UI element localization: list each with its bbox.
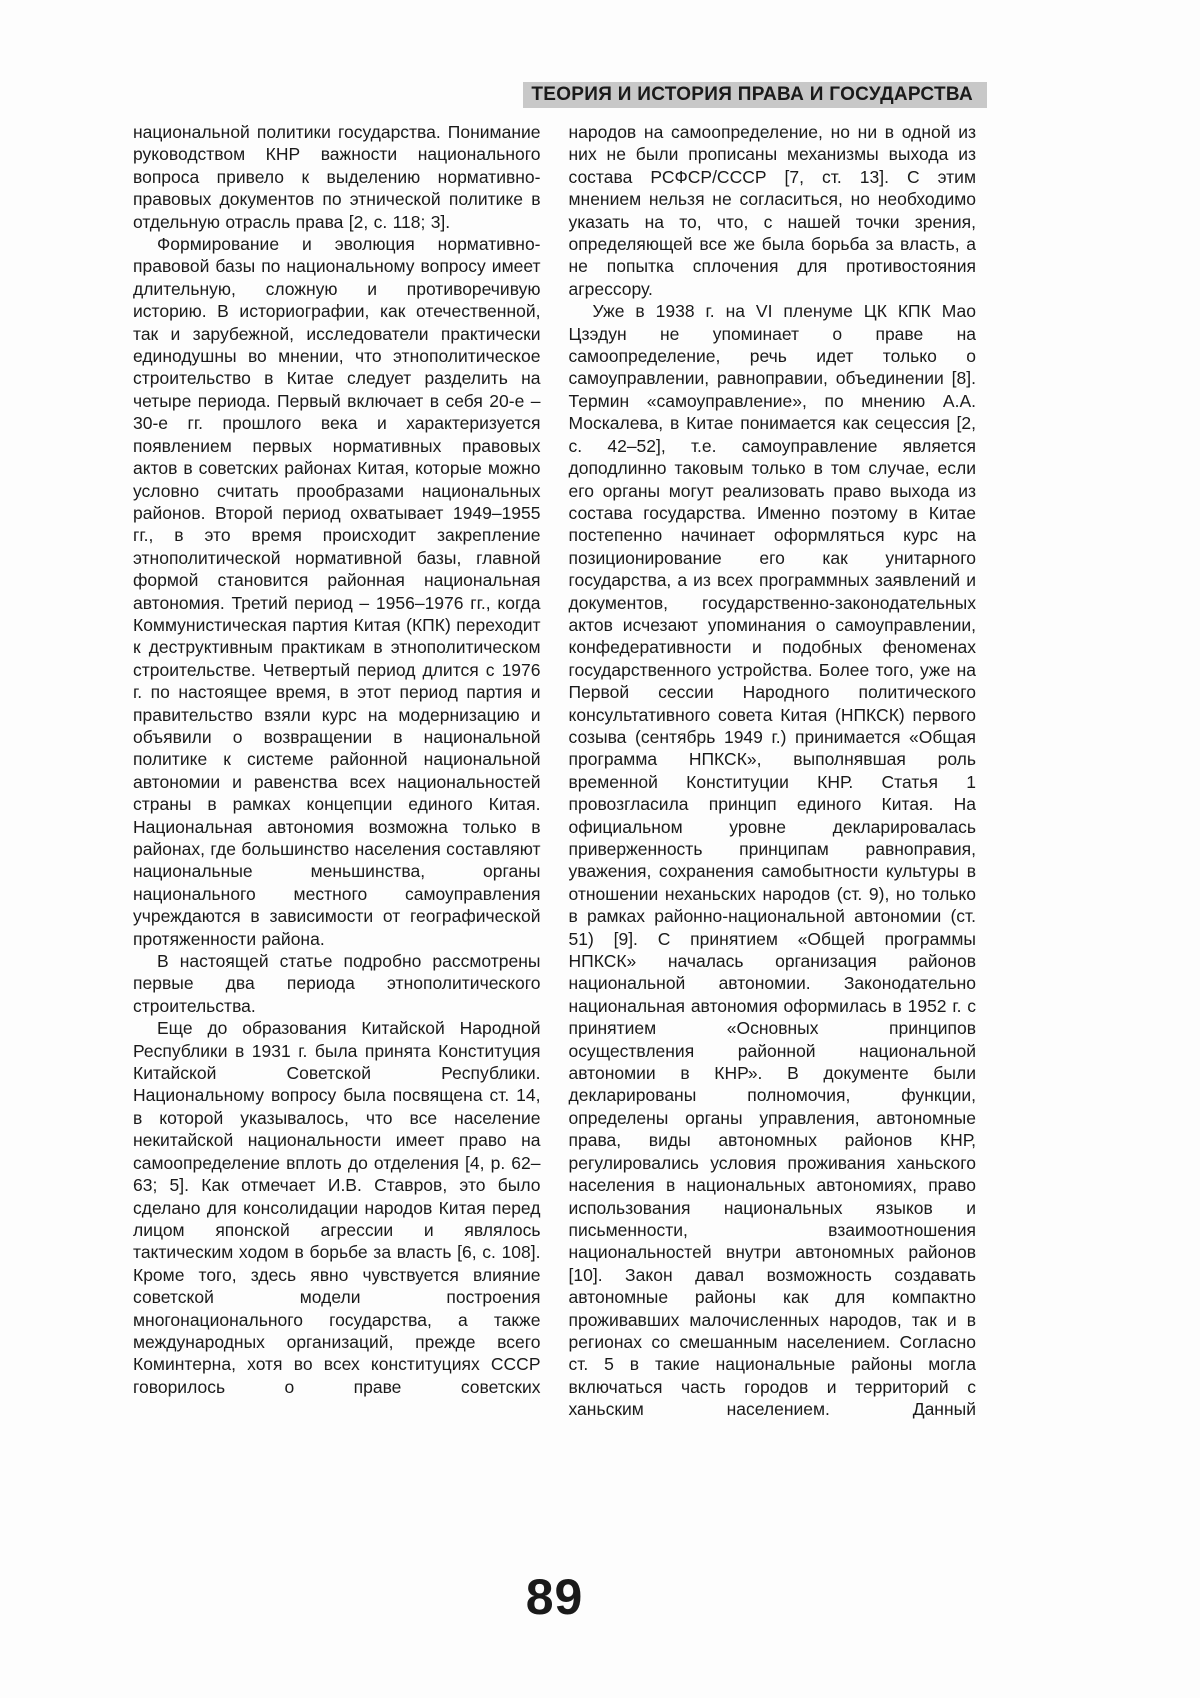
paragraph: национальной политики государства. Понимание руководством КНР важности национального вопроса привело к выделению нормативно-правовых документов по этнической политике в отдельную отрасль права [2, с. 118; 3]. xyxy=(133,122,541,232)
left-column xyxy=(133,121,541,1421)
page-number: 89 xyxy=(525,1569,584,1625)
page-header xyxy=(523,82,987,108)
running-title: ТЕОРИЯ И ИСТОРИЯ ПРАВА И ГОСУДАРСТВА xyxy=(523,82,987,108)
page-footer xyxy=(133,1569,976,1625)
article-body xyxy=(133,121,976,1421)
paragraph: Формирование и эволюция нормативно-правовой базы по национальному вопросу имеет длительную, сложную и противоречивую историю. В историографии, как отечественной, так и зарубежной, исследователи практически единодушны во мнении, что этнополитическое строительство в Китае следует разделить на четыре периода. Первый включает в себя 20-е – 30-е гг. прошлого века и характеризуется появлением первых нормативных правовых актов в советских районах Китая, которые можно условно считать прообразами национальных районов. Второй период охватывает 1949–1955 гг., в это время происходит закрепление этнополитической нормативной базы, главной формой становится районная национальная автономия. Третий период – 1956–1976 гг., когда Коммунистическая партия Китая (КПК) переходит к деструктивным практикам в этнополитическом строительстве. Четвертый период длится с 1976 г. по настоящее время, в этот период партия и правительство взяли курс на модернизацию и объявили о возвращении в национальной политике к системе районной национальной автономии и равенства всех национальностей страны в рамках концепции единого Китая. Национальная автономия возможна только в районах, где большинство населения составляют национальные меньшинства, органы национального местного самоуправления учреждаются в зависимости от географической протяженности района. xyxy=(133,234,541,949)
paragraph: Уже в 1938 г. на VI пленуме ЦК КПК Мао Цзэдун не упоминает о праве на самоопределение, речь идет только о самоуправлении, равноправии, объединении [8]. Термин «самоуправление», по мнению А.А. Москалева, в Китае понимается как сецессия [2, с. 42–52], т.е. самоуправление является доподлинно таковым только в том случае, если его органы могут реализовать право выхода из состава государства. Именно поэтому в Китае постепенно начинает оформляться курс на позиционирование его как унитарного государства, а из всех программных заявлений и документов, государственно-законодательных актов исчезают упоминания о самоуправлении, конфедеративности и подобных феноменах государственного устройства. Более того, уже на Первой сессии Народного политического консультативного совета Китая (НПКСК) первого созыва (сентябрь 1949 г.) принимается «Общая программа НПКСК», выполнявшая роль временной Конституции КНР. Статья 1 провозгласила принцип единого Китая. На официальном уровне декларировалась приверженность принципам равноправия, уважения, сохранения самобытности культуры в отношении неханьских народов (ст. 9), но только в рамках районно-национальной автономии (ст. 51) [9]. С принятием «Общей программы НПКСК» началась организация районов национальной автономии. Законодательно национальная автономия оформилась в 1952 г. с принятием «Основных принципов осуществления районной национальной автономии в КНР». В документе были декларированы полномочия, функции, определены органы управления, автономные права, виды автономных районов КНР, регулировались условия проживания ханьского населения в национальных автономиях, право использования национальных языков и письменности, взаимоотношения национальностей внутри автономных районов [10]. Закон давал возможность создавать автономные районы как для компактно проживавших малочисленных народов, так и в регионах со смешанным населением. Согласно ст. 5 в такие национальные районы могла включаться часть городов и территорий с ханьским населением. Данный xyxy=(568,301,976,1420)
paragraph: Еще до образования Китайской Народной Республики в 1931 г. была принята Конституция Китайской Советской Республики. Национальному вопросу была посвящена ст. 14, в которой указывалось, что все население некитайской национальности имеет право на самоопределение вплоть до отделения [4, p. 62–63; 5]. Как отмечает И.В. Ставров, это было сделано для консолидации народов Китая перед лицом японской агрессии и являлось тактическим ходом в борьбе за власть [6, с. 108]. Кроме того, здесь явно чувствуется влияние советской модели построения многонационального государства, а также международных организаций, прежде всего Коминтерна, хотя во всех конституциях СССР говорилось о праве советских xyxy=(133,1018,541,1397)
right-column xyxy=(569,121,977,1421)
paragraph: народов на самоопределение, но ни в одной из них не были прописаны механизмы выхода из состава РСФСР/СССР [7, ст. 13]. С этим мнением нельзя не согласиться, но необходимо указать на то, что, с нашей точки зрения, определяющей все же была борьба за власть, а не попытка сплочения для противостояния агрессору. xyxy=(568,122,976,299)
paragraph: В настоящей статье подробно рассмотрены первые два периода этнополитического строительства. xyxy=(133,951,541,1016)
